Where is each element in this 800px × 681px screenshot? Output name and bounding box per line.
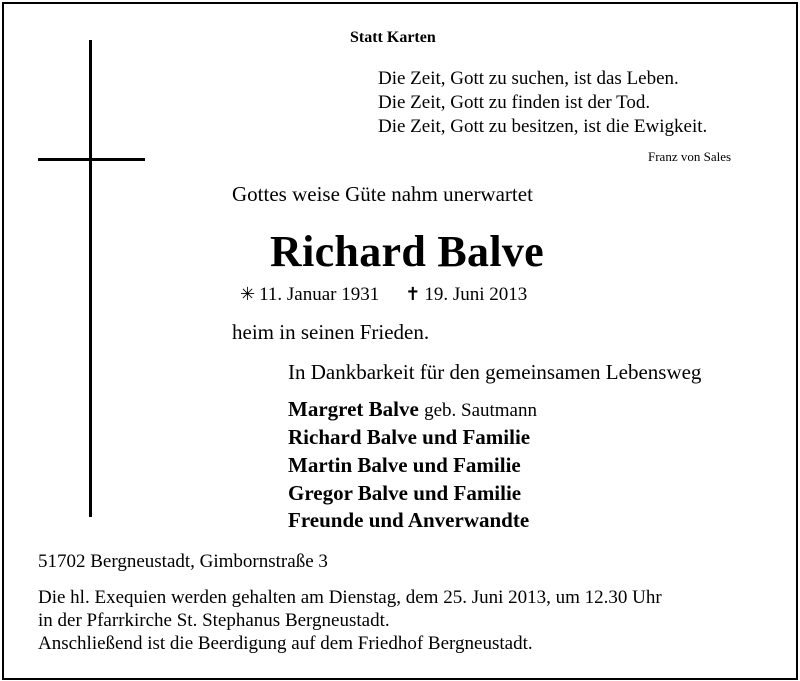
mourner-name: Margret Balve: [288, 397, 419, 421]
mourner-entry: Freunde und Anverwandte: [288, 508, 530, 532]
service-info-line: Anschließend ist die Beerdigung auf dem Friedhof Bergneustadt.: [38, 633, 533, 654]
deceased-name: Richard Balve: [270, 227, 545, 276]
birth-star-icon: ✳: [240, 284, 256, 304]
life-dates: [240, 284, 527, 306]
death-date: 19. Juni 2013: [424, 284, 528, 305]
poem-line: Die Zeit, Gott zu besitzen, ist die Ewigkeit.: [378, 116, 708, 137]
service-info-line: in der Pfarrkirche St. Stephanus Bergneustadt.: [38, 610, 390, 631]
poem-line: Die Zeit, Gott zu suchen, ist das Leben.: [378, 68, 679, 89]
heading: Statt Karten: [350, 29, 436, 46]
mourner-note: geb. Sautmann: [424, 400, 537, 421]
cross-horizontal-bar: [38, 158, 145, 161]
thanks-text: In Dankbarkeit für den gemeinsamen Lebensweg: [288, 360, 702, 384]
service-info-line: Die hl. Exequien werden gehalten am Dienstag, dem 25. Juni 2013, um 12.30 Uhr: [38, 587, 662, 608]
intro-text: Gottes weise Güte nahm unerwartet: [232, 182, 533, 206]
birth-date: 11. Januar 1931: [259, 284, 380, 305]
poem-attribution: Franz von Sales: [648, 149, 732, 164]
mourner-entry: Richard Balve und Familie: [288, 425, 531, 449]
peace-text: heim in seinen Frieden.: [232, 320, 430, 344]
mourner-entry: Gregor Balve und Familie: [288, 481, 522, 505]
cross-vertical-bar: [89, 40, 92, 517]
death-cross-icon: ✝: [405, 284, 421, 304]
poem-line: Die Zeit, Gott zu finden ist der Tod.: [378, 92, 651, 113]
address: 51702 Bergneustadt, Gimbornstraße 3: [38, 551, 328, 572]
mourner-entry: Martin Balve und Familie: [288, 453, 521, 477]
mourner-entry: [288, 397, 537, 422]
